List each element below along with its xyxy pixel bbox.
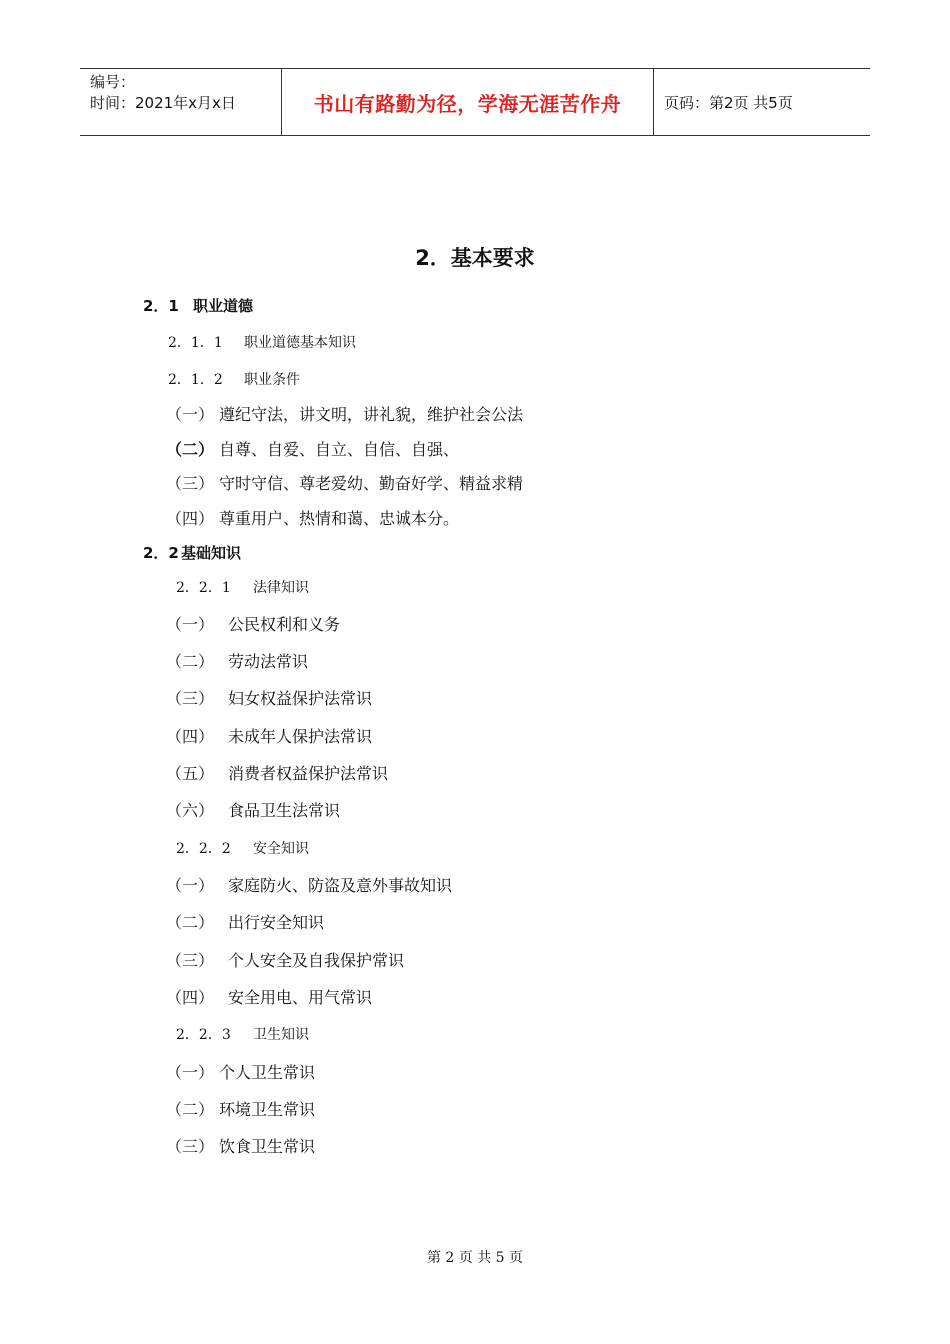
document-number-label: 编号：: [90, 73, 136, 91]
heading-2-2: 2．2 基础知识: [143, 544, 242, 562]
list-item: （四） 安全用电、用气常识: [166, 988, 373, 1007]
list-item: （三） 饮食卫生常识: [166, 1137, 316, 1156]
subheading-2-1-2: 2．1．2 职业条件: [168, 372, 300, 388]
header-meta-cell: [80, 69, 282, 135]
document-time-label: 时间：2021年x月x日: [90, 94, 236, 112]
subheading-2-2-1: 2．2．1 法律知识: [176, 580, 309, 596]
section-title: 2．基本要求: [415, 246, 535, 270]
list-item: （一） 公民权利和义务: [166, 615, 341, 634]
list-item: （三） 妇女权益保护法常识: [166, 689, 373, 708]
list-item: （三） 个人安全及自我保护常识: [166, 951, 405, 970]
header-motto: 书山有路勤为径，学海无涯苦作舟: [282, 69, 654, 135]
list-item: （五） 消费者权益保护法常识: [166, 764, 389, 783]
subheading-2-2-2: 2．2．2 安全知识: [176, 841, 309, 857]
document-header: [80, 68, 870, 136]
list-item: （二） 劳动法常识: [166, 652, 309, 671]
list-item: （六） 食品卫生法常识: [166, 801, 341, 820]
page-footer: 第 2 页 共 5 页: [426, 1250, 524, 1266]
list-item: （一） 家庭防火、防盗及意外事故知识: [166, 876, 453, 895]
list-item: （二） 出行安全知识: [166, 913, 325, 932]
subheading-2-1-1: 2．1．1 职业道德基本知识: [168, 335, 356, 351]
list-item: （二） 自尊、自爱、自立、自信、自强、: [166, 440, 460, 459]
list-item: （四） 尊重用户、热情和蔼、忠诚本分。: [166, 509, 460, 528]
subheading-2-2-3: 2．2．3 卫生知识: [176, 1027, 309, 1043]
heading-2-1: 2．1 职业道德: [143, 297, 254, 315]
list-item: （三） 守时守信、尊老爱幼、勤奋好学、精益求精: [166, 474, 524, 493]
list-item: （四） 未成年人保护法常识: [166, 727, 373, 746]
list-item: （二） 环境卫生常识: [166, 1100, 316, 1119]
header-page-info: 页码：第2页 共5页: [664, 93, 793, 112]
list-item: （一） 个人卫生常识: [166, 1063, 316, 1082]
list-item: （一） 遵纪守法，讲文明，讲礼貌，维护社会公法: [166, 405, 524, 424]
